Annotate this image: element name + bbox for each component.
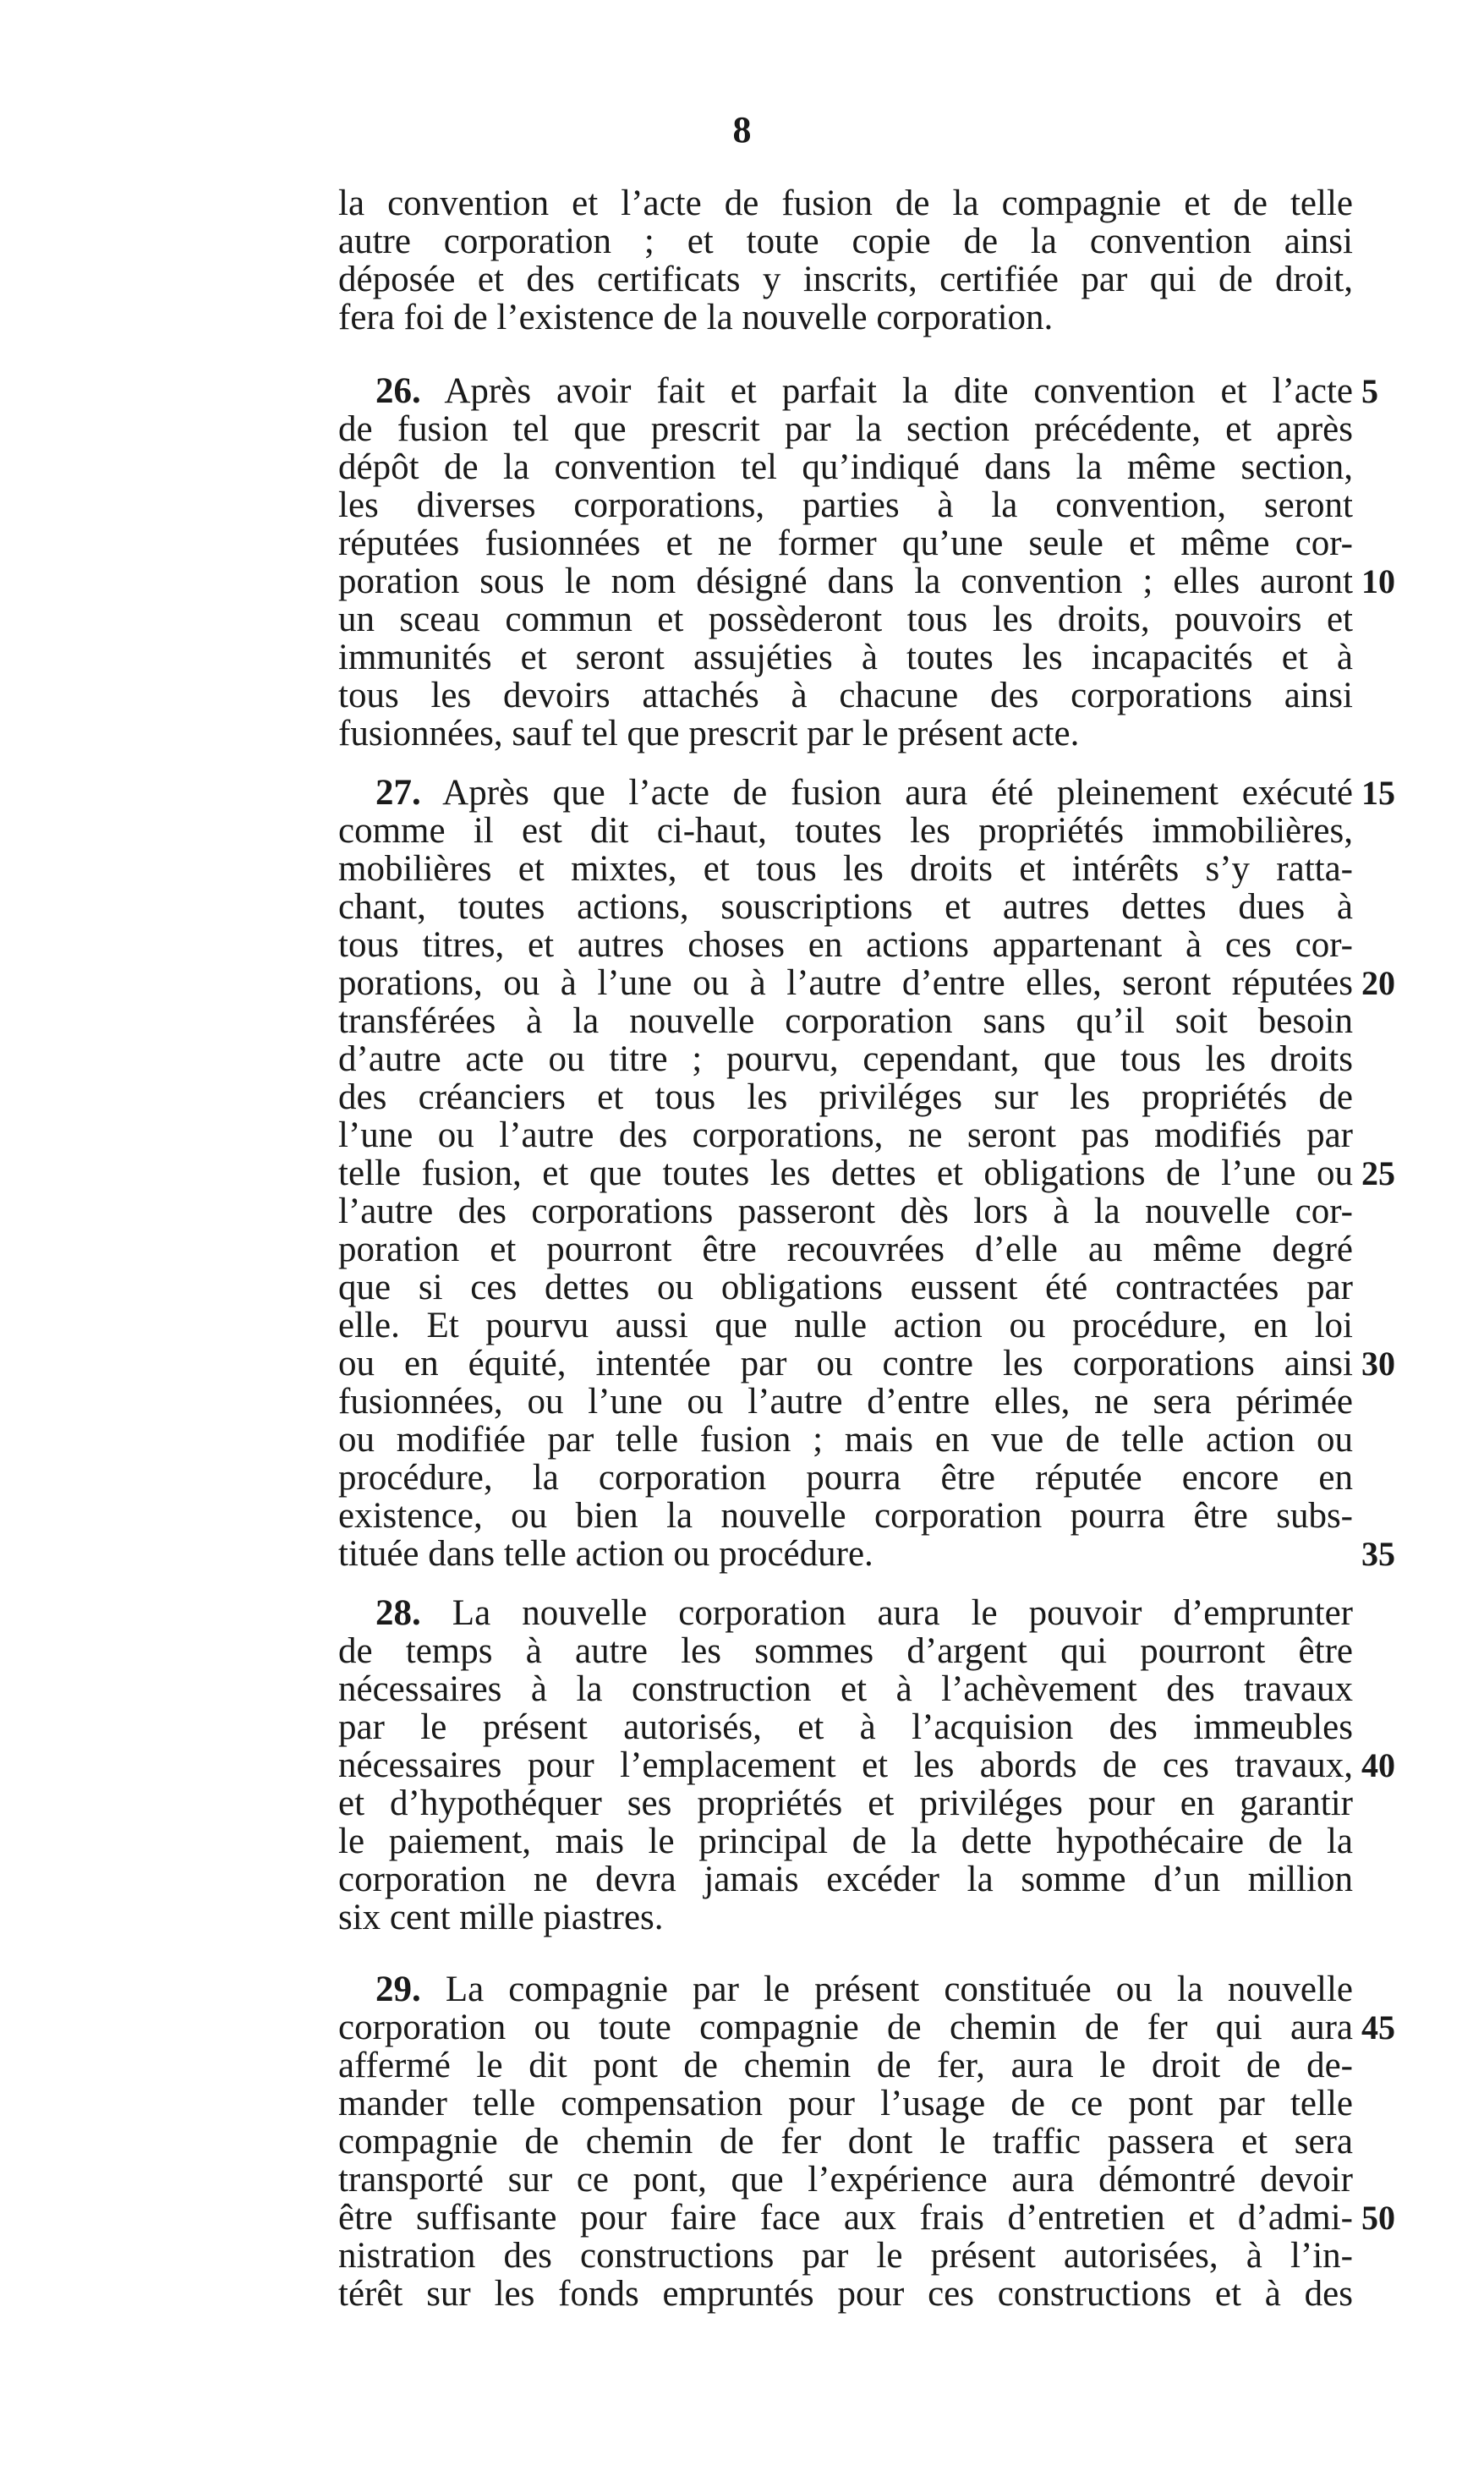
text-line-content: La nouvelle corporation aura le pouvoir d’emprunter [452, 1593, 1353, 1633]
text-line: nécessaires à la construction et à l’achèvement des travaux [338, 1669, 1353, 1709]
text-line: ou en équité, intentée par ou contre les corporations ainsi [338, 1344, 1353, 1383]
text-line: et d’hypothéquer ses propriétés et priviléges pour en garantir [338, 1783, 1353, 1823]
margin-line-number: 5 [1361, 372, 1378, 410]
text-line: nistration des constructions par le présent autorisées, à l’in- [338, 2236, 1353, 2276]
text-line: mander telle compensation pour l’usage de ce pont par telle [338, 2084, 1353, 2123]
text-line: poration sous le nom désigné dans la convention ; elles auront [338, 562, 1353, 601]
text-line: l’autre des corporations passeront dès lors à la nouvelle cor- [338, 1192, 1353, 1231]
text-line: autre corporation ; et toute copie de la convention ainsi [338, 222, 1353, 261]
text-line: tous les devoirs attachés à chacune des corporations ainsi [338, 676, 1353, 715]
text-line: de temps à autre les sommes d’argent qui pourront être [338, 1631, 1353, 1671]
text-line: dépôt de la convention tel qu’indiqué dans la même section, [338, 447, 1353, 487]
section-26 [338, 372, 1353, 753]
text-line: elle. Et pourvu aussi que nulle action ou procédure, en loi [338, 1306, 1353, 1345]
text-line: porations, ou à l’une ou à l’autre d’entre elles, seront réputées [338, 963, 1353, 1003]
section-number: 26. [375, 371, 421, 411]
text-line: des créanciers et tous les priviléges sur les propriétés de [338, 1077, 1353, 1117]
section-number: 29. [375, 1970, 421, 2009]
text-line: chant, toutes actions, souscriptions et autres dettes dues à [338, 887, 1353, 927]
text-line: le paiement, mais le principal de la dette hypothécaire de la [338, 1822, 1353, 1861]
text-line: être suffisante pour faire face aux frais d’entretien et d’admi- [338, 2198, 1353, 2238]
text-line-content: La compagnie par le présent constituée ou la nouvelle [445, 1970, 1353, 2009]
text-line: corporation ou toute compagnie de chemin de fer qui aura [338, 2008, 1353, 2047]
margin-line-number: 40 [1361, 1746, 1395, 1784]
text-line: un sceau commun et possèderont tous les droits, pouvoirs et [338, 600, 1353, 639]
margin-line-number: 30 [1361, 1345, 1395, 1383]
text-line: que si ces dettes ou obligations eussent été contractées par [338, 1268, 1353, 1307]
text-line: six cent mille piastres. [338, 1898, 664, 1937]
section-29 [338, 1970, 1353, 2313]
section-27 [338, 774, 1353, 1573]
text-line: d’autre acte ou titre ; pourvu, cependant, que tous les droits [338, 1039, 1353, 1079]
margin-line-number: 10 [1361, 562, 1395, 600]
section-number: 28. [375, 1593, 421, 1633]
margin-line-number: 35 [1361, 1535, 1395, 1573]
margin-line-number: 50 [1361, 2199, 1395, 2237]
text-line: tous titres, et autres choses en actions appartenant à ces cor- [338, 925, 1353, 965]
margin-line-number: 45 [1361, 2008, 1395, 2046]
text-line: mobilières et mixtes, et tous les droits et intérêts s’y ratta- [338, 849, 1353, 889]
text-line: existence, ou bien la nouvelle corporation pourra être subs- [338, 1496, 1353, 1536]
text-line-content: Après avoir fait et parfait la dite convention et l’acte [444, 371, 1353, 411]
text-line: affermé le dit pont de chemin de fer, aura le droit de de- [338, 2046, 1353, 2085]
text-line: comme il est dit ci-haut, toutes les propriétés immobilières, [338, 811, 1353, 851]
text-line: l’une ou l’autre des corporations, ne seront pas modifiés par [338, 1115, 1353, 1155]
margin-line-number: 20 [1361, 964, 1395, 1002]
text-line: transporté sur ce pont, que l’expérience aura démontré devoir [338, 2160, 1353, 2200]
text-line: transférées à la nouvelle corporation sans qu’il soit besoin [338, 1001, 1353, 1041]
paragraph-continuation [338, 184, 1353, 337]
text-line: poration et pourront être recouvrées d’elle au même degré [338, 1230, 1353, 1269]
text-line-content: Après que l’acte de fusion aura été pleinement exécuté [442, 773, 1353, 813]
text-line: par le présent autorisés, et à l’acquision des immeubles [338, 1707, 1353, 1747]
text-line: compagnie de chemin de fer dont le traffic passera et sera [338, 2122, 1353, 2161]
margin-line-number: 15 [1361, 774, 1395, 812]
text-line: corporation ne devra jamais excéder la somme d’un million [338, 1860, 1353, 1899]
page-number: 8 [732, 109, 752, 151]
section-28 [338, 1594, 1353, 1937]
text-line: ou modifiée par telle fusion ; mais en vue de telle action ou [338, 1420, 1353, 1460]
text-line: de fusion tel que prescrit par la section précédente, et après [338, 409, 1353, 449]
text-line: réputées fusionnées et ne former qu’une seule et même cor- [338, 523, 1353, 563]
text-line [338, 1594, 1353, 1632]
text-line: les diverses corporations, parties à la convention, seront [338, 485, 1353, 525]
text-line: immunités et seront assujéties à toutes les incapacités et à [338, 638, 1353, 677]
text-line: fera foi de l’existence de la nouvelle corporation. [338, 298, 1054, 337]
text-line: procédure, la corporation pourra être réputée encore en [338, 1458, 1353, 1498]
text-line: nécessaires pour l’emplacement et les abords de ces travaux, [338, 1745, 1353, 1785]
text-line: déposée et des certificats y inscrits, certifiée par qui de droit, [338, 260, 1353, 299]
text-line: tituée dans telle action ou procédure. [338, 1534, 873, 1574]
text-line [338, 1970, 1353, 2008]
text-line: telle fusion, et que toutes les dettes et obligations de l’une ou [338, 1153, 1353, 1193]
text-line [338, 774, 1353, 812]
text-line: la convention et l’acte de fusion de la compagnie et de telle [338, 184, 1353, 223]
text-line: fusionnées, ou l’une ou l’autre d’entre elles, ne sera périmée [338, 1382, 1353, 1422]
text-line: térêt sur les fonds empruntés pour ces constructions et à des [338, 2274, 1353, 2314]
section-number: 27. [375, 773, 421, 813]
text-line: fusionnées, sauf tel que prescrit par le présent acte. [338, 714, 1080, 753]
margin-line-number: 25 [1361, 1154, 1395, 1192]
text-line [338, 372, 1353, 410]
